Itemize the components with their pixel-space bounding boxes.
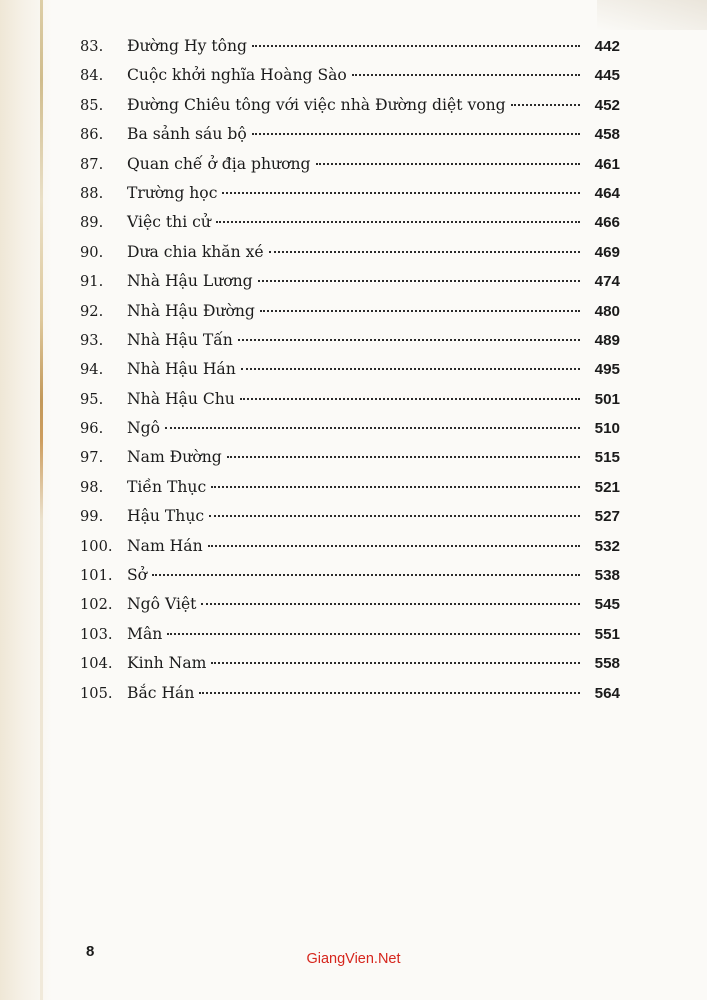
toc-entry	[80, 590, 620, 619]
toc-entry-page: 545	[594, 596, 620, 614]
toc-entry-number: 101.	[80, 567, 113, 585]
toc-entry-page: 538	[594, 567, 620, 585]
toc-entry	[80, 91, 620, 120]
toc-entry	[80, 355, 620, 384]
toc-dot-leader	[211, 662, 580, 664]
toc-entry-title: Mân	[127, 624, 163, 643]
toc-entry-title: Cuộc khởi nghĩa Hoàng Sào	[127, 66, 347, 85]
toc-entry	[80, 267, 620, 296]
toc-entry-page: 532	[594, 537, 620, 555]
toc-entry-number: 94.	[80, 361, 104, 379]
toc-entry-title: Ngô Việt	[127, 595, 197, 614]
toc-entry-title: Nam Hán	[127, 536, 203, 555]
toc-dot-leader	[238, 339, 580, 341]
toc-entry-number: 98.	[80, 478, 104, 496]
toc-dot-leader	[201, 603, 580, 605]
toc-entry-page: 564	[594, 684, 620, 702]
toc-entry-page: 452	[594, 96, 620, 114]
toc-entry	[80, 150, 620, 179]
toc-entry-page: 551	[594, 625, 620, 643]
toc-entry-page: 527	[594, 508, 620, 526]
toc-dot-leader	[258, 280, 580, 282]
toc-entry-page: 445	[594, 67, 620, 85]
toc-entry-page: 466	[594, 214, 620, 232]
toc-entry-title: Kinh Nam	[127, 654, 207, 673]
toc-entry-title: Nhà Hậu Hán	[127, 360, 236, 379]
toc-dot-leader	[152, 574, 580, 576]
toc-entry-title: Việc thi cử	[127, 213, 211, 232]
toc-entry-number: 91.	[80, 273, 104, 291]
toc-entry	[80, 502, 620, 531]
toc-entry-title: Dưa chia khăn xé	[127, 242, 264, 261]
toc-entry-page: 480	[594, 302, 620, 320]
toc-entry	[80, 297, 620, 326]
toc-entry-number: 85.	[80, 96, 104, 114]
toc-dot-leader	[167, 633, 580, 635]
toc-entry-page: 464	[594, 184, 620, 202]
toc-dot-leader	[227, 456, 580, 458]
toc-entry-title: Bắc Hán	[127, 683, 195, 702]
toc-entry	[80, 326, 620, 355]
toc-dot-leader	[240, 398, 580, 400]
toc-dot-leader	[252, 133, 580, 135]
toc-entry	[80, 443, 620, 472]
toc-entry-title: Nhà Hậu Lương	[127, 272, 253, 291]
toc-entry-title: Ba sảnh sáu bộ	[127, 125, 247, 144]
toc-entry-page: 458	[594, 126, 620, 144]
toc-entry-number: 96.	[80, 420, 104, 438]
toc-dot-leader	[165, 427, 580, 429]
toc-dot-leader	[209, 515, 580, 517]
toc-dot-leader	[211, 486, 580, 488]
toc-entry-title: Tiền Thục	[127, 477, 207, 496]
toc-dot-leader	[216, 221, 580, 223]
toc-entry-page: 461	[594, 155, 620, 173]
watermark: GiangVien.Net	[306, 951, 401, 967]
toc-entry-page: 489	[594, 331, 620, 349]
toc-dot-leader	[252, 45, 580, 47]
toc-entry-title: Trường học	[127, 183, 218, 202]
toc-entry	[80, 208, 620, 237]
corner-shadow	[597, 0, 707, 30]
toc-dot-leader	[316, 163, 580, 165]
toc-entry	[80, 32, 620, 61]
toc-dot-leader	[352, 74, 580, 76]
toc-entry-number: 100.	[80, 537, 113, 555]
toc-entry-number: 103.	[80, 625, 113, 643]
toc-entry-number: 83.	[80, 38, 104, 55]
toc-dot-leader	[222, 192, 580, 194]
toc-dot-leader	[199, 692, 580, 694]
toc-entry-page: 510	[594, 420, 620, 438]
toc-entry-number: 89.	[80, 214, 104, 232]
toc-entry-page: 515	[594, 449, 620, 467]
toc-entry-page: 558	[594, 655, 620, 673]
toc-entry-page: 474	[594, 273, 620, 291]
toc-entry	[80, 385, 620, 414]
toc-entry	[80, 473, 620, 502]
toc-entry	[80, 561, 620, 590]
toc-entry-title: Nhà Hậu Chu	[127, 389, 235, 408]
toc-entry	[80, 620, 620, 649]
toc-entry	[80, 179, 620, 208]
toc-dot-leader	[241, 368, 580, 370]
toc-entry-number: 93.	[80, 331, 104, 349]
toc-entry-page: 495	[594, 361, 620, 379]
toc-entry-number: 95.	[80, 390, 104, 408]
toc-entry	[80, 649, 620, 678]
toc-entry-number: 102.	[80, 596, 113, 614]
toc-entry-title: Hậu Thục	[127, 507, 205, 526]
toc-entry	[80, 414, 620, 443]
page-number: 8	[86, 943, 95, 960]
toc-entry-page: 521	[594, 478, 620, 496]
toc-entry	[80, 532, 620, 561]
toc-entry-title: Đường Chiêu tông với việc nhà Đường diệt vong	[127, 95, 506, 114]
toc-entry	[80, 61, 620, 90]
toc-entry-page: 442	[594, 38, 620, 55]
toc-entry-page: 469	[594, 243, 620, 261]
toc-entry-page: 501	[594, 390, 620, 408]
toc-entry-title: Ngô	[127, 419, 161, 438]
binding-shadow	[0, 0, 52, 1000]
toc-dot-leader	[208, 545, 580, 547]
toc-entry-number: 99.	[80, 508, 104, 526]
toc-entry-number: 104.	[80, 655, 113, 673]
toc-entry-title: Quan chế ở địa phương	[127, 154, 311, 173]
toc-entry-number: 87.	[80, 155, 104, 173]
toc-entry-title: Sở	[127, 566, 148, 585]
toc-entry-number: 84.	[80, 67, 104, 85]
toc-entry-title: Đường Hy tông	[127, 37, 248, 55]
toc-entry-number: 97.	[80, 449, 104, 467]
toc-entry-title: Nam Đường	[127, 448, 222, 467]
toc-entry	[80, 120, 620, 149]
toc-entry	[80, 679, 620, 708]
toc-dot-leader	[511, 104, 580, 106]
toc-entry	[80, 238, 620, 267]
toc-dot-leader	[269, 251, 580, 253]
toc-entry-title: Nhà Hậu Tấn	[127, 330, 233, 349]
toc-entry-number: 90.	[80, 243, 104, 261]
toc-entry-number: 86.	[80, 126, 104, 144]
toc-entry-title: Nhà Hậu Đường	[127, 301, 255, 320]
table-of-contents	[80, 32, 620, 708]
toc-entry-number: 88.	[80, 184, 104, 202]
binding-edge	[40, 0, 43, 1000]
toc-entry-number: 105.	[80, 684, 113, 702]
toc-entry-number: 92.	[80, 302, 104, 320]
toc-dot-leader	[260, 310, 580, 312]
